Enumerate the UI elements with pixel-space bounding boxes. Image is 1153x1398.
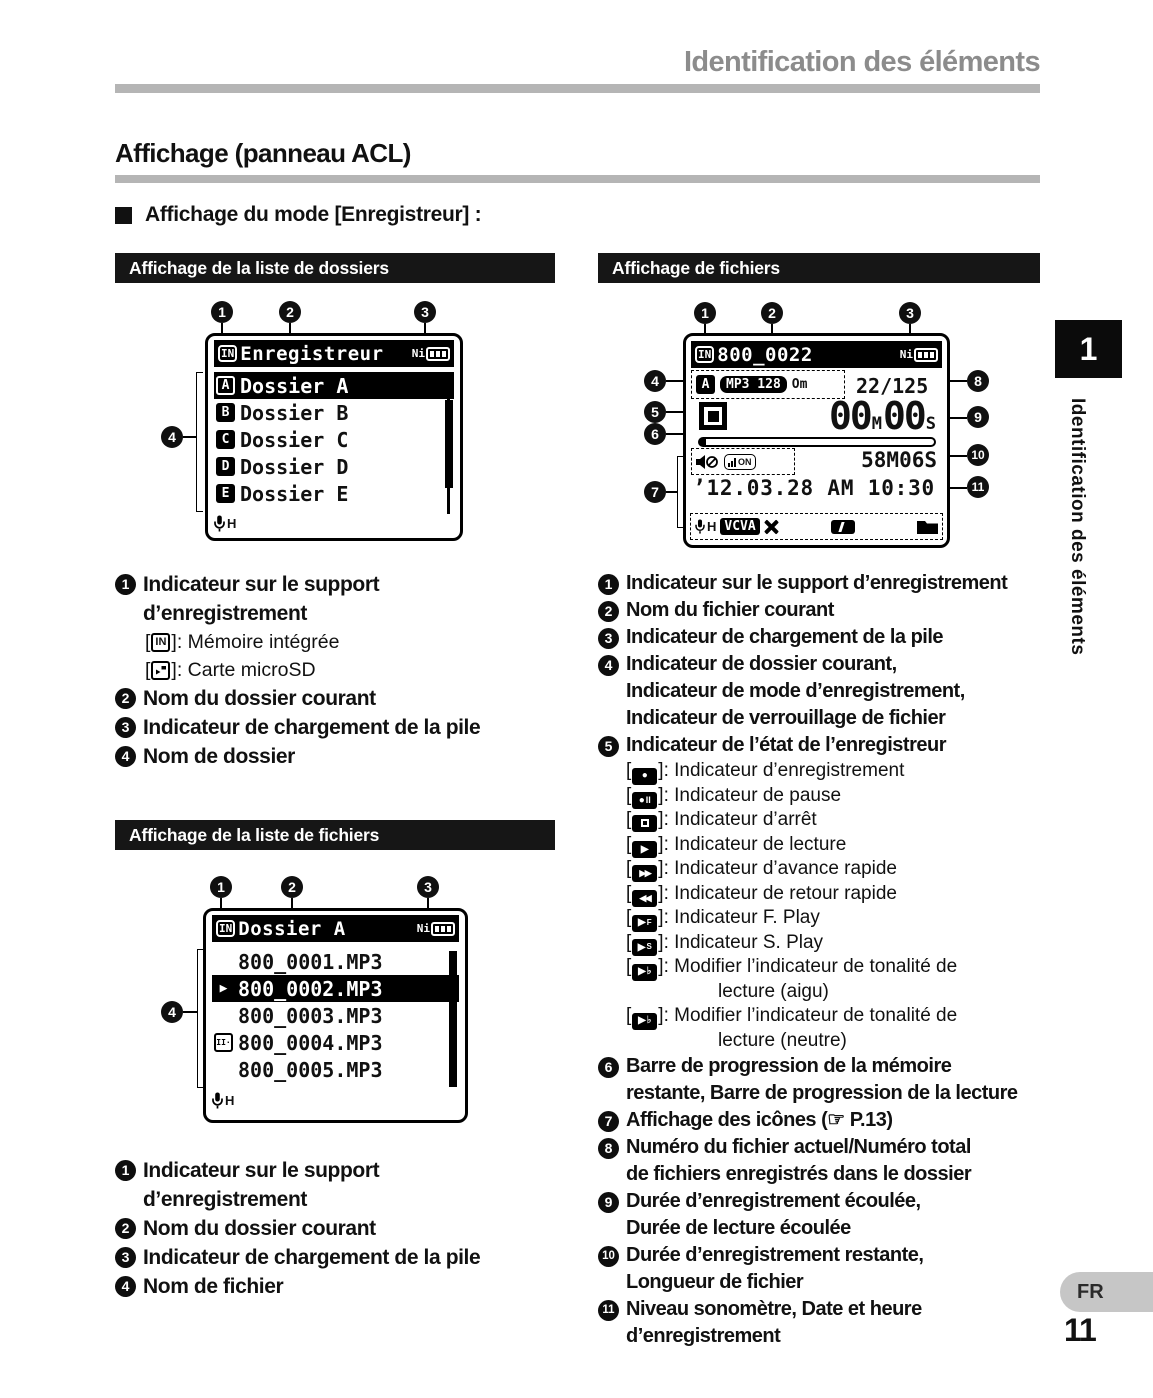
panel-title-files: Affichage de fichiers — [598, 253, 1040, 283]
nimh-label: Ni — [411, 347, 425, 360]
mic-sensitivity: H — [695, 519, 716, 534]
file-row[interactable]: 800_0003.MP3 — [212, 1002, 459, 1029]
legend-num: 4 — [115, 746, 136, 767]
stop-indicator-icon — [632, 815, 657, 832]
lcd-file-list-screen — [203, 908, 468, 1123]
current-folder-icon: A — [696, 375, 715, 394]
scrollbar-thumb[interactable] — [449, 951, 457, 1087]
callout-11: 11 — [967, 476, 989, 498]
callout-2: 2 — [761, 302, 783, 324]
lcd-folder-list-screen — [205, 333, 463, 541]
f-play-icon: ▶ F — [632, 915, 657, 932]
row-icon-placeholder — [214, 952, 233, 971]
callout-4: 4 — [161, 426, 183, 448]
folder-row[interactable]: C Dossier C — [214, 426, 454, 453]
folder-mode-lock-group — [691, 370, 845, 399]
playback-tone-neutral-icon: ▶ ♭ — [632, 1013, 657, 1030]
callout-1: 1 — [211, 301, 233, 323]
callout-2: 2 — [279, 301, 301, 323]
lcd-file-screen — [683, 333, 950, 548]
screen-title: Enregistreur — [240, 342, 384, 365]
legend-num: 10 — [598, 1246, 619, 1267]
chapter-label-vertical: Identification des éléments — [1067, 398, 1088, 656]
legend-item: 3 Indicateur de chargement de la pile — [115, 713, 560, 742]
file-name: 800_0022 — [717, 343, 813, 366]
rec-datetime: ’12.03.28 AM 10:30 — [693, 476, 935, 500]
mic-sensitivity: H — [214, 515, 454, 532]
mic-icon — [695, 519, 705, 534]
rec-mode-badge: MP3 128 — [720, 376, 787, 393]
internal-memory-icon: IN — [695, 346, 714, 363]
battery-icon — [426, 347, 450, 361]
lcd-statusbar — [214, 340, 454, 367]
play-indicator-icon: ▶ — [632, 841, 657, 858]
elapsed-time: 00 M 00 S — [828, 394, 936, 438]
legend-file-screen: 1 Indicateur sur le support d’enregistrement 2 Nom du fichier courant 3 Indicateur de chargement de la pile 4 Indicateur de dossier courant, Indicateur de mode d’enregistrement, Indicateur de verrouillage de fichier 5 Indicateur de l’état de l’enregistreur [ ● ] : Indicateur d’enregistrement [ ● II ] : Indicateur de pause [ ] : Indicateur d’arrêt [ ▶ ] : Indicateur de lecture [ ▶▶ ] : Indicateur d’avance rapide [ ◀◀ ] : Indicateur de retour rapide [ ▶ F ] : Indicateur F. Play [ ▶ S ] : Indicateur S. Play [ ▶ ♭ ] : Modifier l’indicateur de tonalité de lecture (aigu) [ ▶ ♭ ] : Modifier l’indicateur de tonalité de lecture (neutre) 6 Barre de progression de la mémoire restante, Barre de progression de la lecture 7 Affichage des icônes (☞ P.13) 8 Numéro du fichier actuel/Numéro total de fichiers enregistrés dans le dossier 9 Durée d’enregistrement écoulée, Durée de lecture écoulée 10 Durée d’enregistrement restante, Longueur de fichier 11 Niveau sonomètre, Date et heure d’enregistrement — [598, 570, 1058, 1350]
file-row[interactable]: ▶ 800_0002.MP3 — [212, 975, 459, 1002]
panel-title-file-list: Affichage de la liste de fichiers — [115, 820, 555, 850]
callout-bracket — [196, 372, 203, 512]
speaker-mute-icon — [696, 454, 719, 470]
mode-heading: Affichage du mode [Enregistreur] : — [115, 203, 481, 227]
callout-8: 8 — [967, 370, 989, 392]
folder-b-icon: B — [216, 403, 235, 422]
scrollbar-thumb[interactable] — [445, 400, 453, 488]
legend-item: 1 Indicateur sur le support d’enregistrement — [115, 570, 560, 628]
callout-1: 1 — [210, 876, 232, 898]
legend-num: 2 — [598, 601, 619, 622]
legend-item: 2 Nom du dossier courant — [115, 684, 560, 713]
callout-line — [666, 491, 677, 493]
row-icon-placeholder — [214, 1006, 233, 1025]
panel-title-folder-list: Affichage de la liste de dossiers — [115, 253, 555, 283]
file-lock-icon: II· — [214, 1033, 233, 1052]
file-row[interactable]: 800_0005.MP3 — [212, 1056, 459, 1083]
legend-num: 7 — [598, 1111, 619, 1132]
legend-item: 2 Nom du dossier courant — [115, 1214, 560, 1243]
legend-file-list — [115, 1156, 560, 1301]
row-icon-placeholder — [214, 1060, 233, 1079]
legend-num: 6 — [598, 1057, 619, 1078]
folder-row[interactable]: B Dossier B — [214, 399, 454, 426]
screen-title: Dossier A — [238, 917, 346, 940]
legend-num: 5 — [598, 736, 619, 757]
battery-icon — [431, 922, 455, 936]
record-indicator-icon: ● — [632, 768, 657, 785]
callout-3: 3 — [414, 301, 436, 323]
legend-num: 2 — [115, 1218, 136, 1239]
legend-folder-list — [115, 570, 560, 771]
icon-display-bar — [690, 513, 943, 540]
folder-row[interactable]: D Dossier D — [214, 453, 454, 480]
legend-item: 3 Indicateur de chargement de la pile — [115, 1243, 560, 1272]
mic-sensitivity: H — [212, 1092, 459, 1109]
play-icon: ▶ — [214, 979, 233, 998]
nimh-label: Ni — [416, 922, 430, 935]
language-badge: FR — [1060, 1272, 1153, 1312]
lcd-statusbar — [691, 341, 942, 368]
internal-memory-icon: IN — [218, 345, 237, 362]
playback-tone-high-icon: ▶ ♭ — [632, 964, 657, 981]
callout-9: 9 — [967, 406, 989, 428]
pause-indicator-icon: ● II — [632, 792, 657, 809]
speaker-group — [691, 448, 795, 475]
square-bullet-icon — [115, 207, 132, 224]
rewind-icon: ◀◀ — [632, 890, 657, 907]
file-row[interactable]: 800_0001.MP3 — [212, 948, 459, 975]
mic-icon — [214, 515, 225, 532]
callout-3: 3 — [417, 876, 439, 898]
legend-item: 1 Indicateur sur le support d’enregistrement — [115, 1156, 560, 1214]
callout-5: 5 — [644, 401, 666, 423]
remaining-time: 58M06S — [861, 448, 937, 472]
callout-3: 3 — [899, 302, 921, 324]
file-lock-icon: Om — [791, 377, 808, 392]
callout-1: 1 — [694, 302, 716, 324]
vcva-badge: VCVA — [720, 518, 759, 535]
folder-e-icon: E — [216, 484, 235, 503]
microsd-icon — [151, 661, 170, 680]
internal-memory-icon: IN — [216, 920, 235, 937]
s-play-icon: ▶ S — [632, 939, 657, 956]
fast-forward-icon: ▶▶ — [632, 865, 657, 882]
voice-filter-icon — [831, 520, 855, 534]
legend-item: 4 Nom de dossier — [115, 742, 560, 771]
folder-a-icon: A — [216, 376, 235, 395]
legend-num: 3 — [115, 1247, 136, 1268]
legend-num: 3 — [598, 628, 619, 649]
file-counter: 22/125 — [856, 374, 929, 398]
callout-line — [183, 1011, 197, 1013]
file-row[interactable]: II· 800_0004.MP3 — [212, 1029, 459, 1056]
mic-icon — [212, 1092, 223, 1109]
folder-icon — [917, 519, 938, 534]
callout-7: 7 — [644, 481, 666, 503]
folder-c-icon: C — [216, 430, 235, 449]
progress-bar — [698, 437, 936, 447]
legend-num: 4 — [115, 1276, 136, 1297]
legend-num: 2 — [115, 688, 136, 709]
legend-sub: [ IN ] : Mémoire intégrée — [145, 631, 340, 653]
cross-icon — [764, 519, 779, 534]
folder-row[interactable]: E Dossier E — [214, 480, 454, 507]
battery-icon — [914, 348, 938, 362]
legend-num: 4 — [598, 655, 619, 676]
callout-4: 4 — [644, 370, 666, 392]
legend-num: 9 — [598, 1192, 619, 1213]
callout-4: 4 — [161, 1001, 183, 1023]
internal-memory-icon: IN — [151, 633, 170, 652]
legend-num: 3 — [115, 717, 136, 738]
header-divider — [115, 84, 1040, 93]
nimh-label: Ni — [899, 348, 913, 361]
callout-line — [183, 436, 196, 438]
folder-row[interactable]: A Dossier A — [214, 372, 454, 399]
rec-level-on-icon: ON — [724, 454, 756, 470]
legend-num: 1 — [115, 574, 136, 595]
callout-10: 10 — [967, 444, 989, 466]
legend-num: 8 — [598, 1138, 619, 1159]
page-number: 11 — [1064, 1312, 1096, 1348]
lcd-statusbar — [212, 915, 459, 942]
section-title: Affichage (panneau ACL) — [115, 138, 411, 168]
callout-2: 2 — [281, 876, 303, 898]
legend-num: 1 — [115, 1160, 136, 1181]
chapter-number-tab: 1 — [1055, 320, 1122, 378]
legend-item: 4 Nom de fichier — [115, 1272, 560, 1301]
page-header-title: Identification des éléments — [683, 46, 1040, 78]
callout-6: 6 — [644, 423, 666, 445]
stop-indicator-icon — [699, 402, 727, 430]
legend-num: 11 — [598, 1300, 619, 1321]
callout-line — [948, 455, 967, 457]
section-divider — [115, 175, 1040, 183]
folder-d-icon: D — [216, 457, 235, 476]
legend-sub: [ ] : Carte microSD — [145, 659, 316, 681]
legend-num: 1 — [598, 574, 619, 595]
